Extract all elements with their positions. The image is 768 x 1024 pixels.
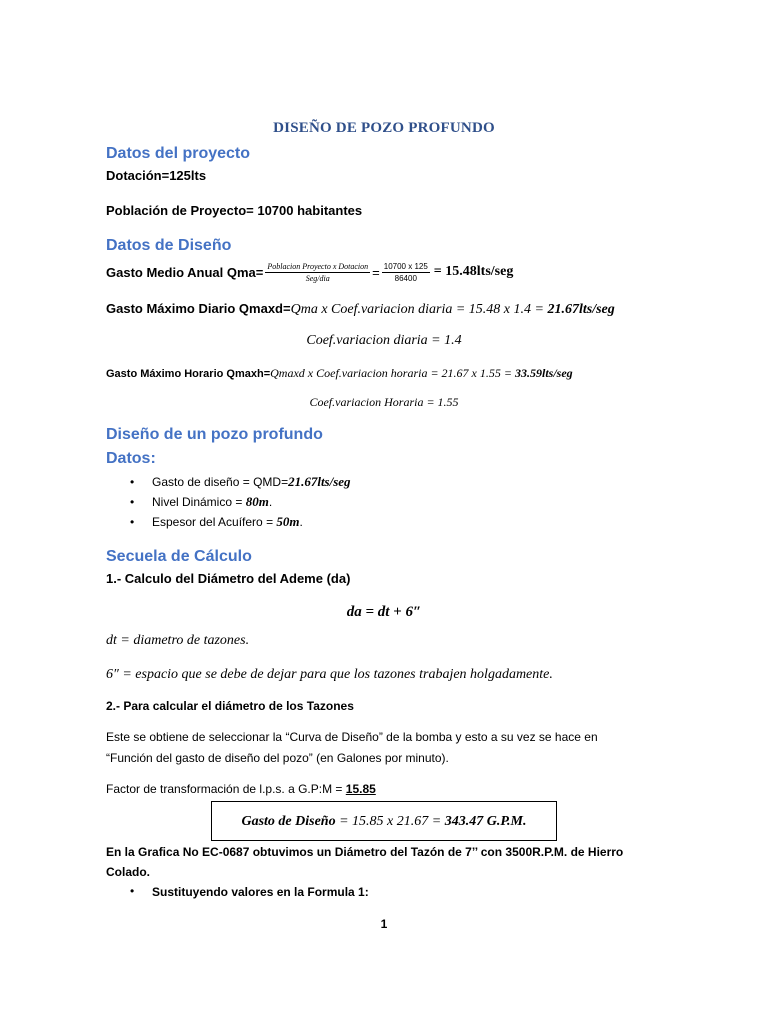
- bullet-dots: [130, 472, 134, 532]
- paragraph-line-2: “Función del gasto de diseño del pozo” (en Galones por minuto).: [106, 751, 449, 765]
- definition-dt: dt = diametro de tazones.: [106, 633, 250, 648]
- dotacion-text: Dotación=125lts: [106, 168, 207, 183]
- factor-transformacion: [106, 782, 376, 796]
- box-expression: = 15.85 x 21.67 =: [335, 814, 445, 829]
- heading-datos-proyecto: Datos del proyecto: [106, 145, 251, 162]
- grafica-line-1: En la Grafica No EC-0687 obtuvimos un Diámetro del Tazón de 7’’ con 3500R.P.M. de Hierro: [106, 845, 624, 859]
- bullet-gasto-label: Gasto de diseño = QMD=: [152, 475, 289, 489]
- qma-fraction-1: [265, 262, 370, 283]
- factor-value: 15.85: [345, 782, 376, 796]
- heading-diseno-pozo: Diseño de un pozo profundo: [106, 426, 323, 443]
- qmaxd-label: Gasto Máximo Diario Qmaxd=: [106, 301, 291, 316]
- qma-formula: [106, 257, 513, 287]
- formula-da: da = dt + 6″: [346, 604, 422, 620]
- grafica-line-2: Colado.: [106, 865, 150, 879]
- coef-diaria-formula: Coef.variacion diaria = 1.4: [306, 333, 462, 348]
- bullet-nivel-label: Nivel Dinámico =: [152, 495, 246, 509]
- qma-fraction-2: [382, 262, 430, 283]
- heading-secuela: Secuela de Cálculo: [106, 548, 252, 565]
- bullet-dot-icon: •: [130, 884, 135, 898]
- gasto-diseno-formula: [211, 812, 557, 830]
- factor-label: Factor de transformación de l.p.s. a G.P:M =: [106, 782, 346, 796]
- qma-equals: =: [372, 264, 380, 280]
- page-title: DISEÑO DE POZO PROFUNDO: [273, 120, 495, 136]
- bullet-dot-icon: •: [130, 495, 135, 509]
- poblacion-text: Población de Proyecto= 10700 habitantes: [106, 203, 363, 218]
- bullet-espesor-acuifero: [152, 514, 303, 530]
- bullet-gasto-diseno: [152, 474, 351, 490]
- qma-label: Gasto Medio Anual Qma=: [106, 264, 264, 280]
- bullet-espesor-label: Espesor del Acuífero =: [152, 515, 277, 529]
- heading-datos-diseno: Datos de Diseño: [106, 237, 232, 254]
- definition-6-inches: 6″ = espacio que se debe de dejar para que los tazones trabajen holgadamente.: [106, 667, 553, 682]
- page-number: 1: [380, 917, 388, 931]
- coef-horaria-formula: Coef.variacion Horaria = 1.55: [309, 395, 459, 409]
- paragraph-line-1: Este se obtiene de seleccionar la “Curva de Diseño” de la bomba y esto a su vez se hace en: [106, 730, 598, 744]
- bullet-dot-icon: •: [130, 475, 135, 489]
- qmaxh-result: 33.59lts/seg: [514, 366, 573, 380]
- bullet-nivel-dinamico: [152, 494, 272, 510]
- qma-fraction-1-denominator: Seg/dia: [305, 273, 330, 283]
- qmaxh-formula: [106, 364, 573, 382]
- step-2-text: 2.- Para calcular el diámetro de los Tazones: [106, 699, 354, 713]
- sustituyendo-text: Sustituyendo valores en la Formula 1:: [152, 885, 369, 899]
- bullet-espesor-value: 50m: [276, 514, 300, 529]
- qmaxh-expression: Qmaxd x Coef.variacion horaria = 21.67 x 1.55 =: [270, 366, 515, 380]
- qma-fraction-1-numerator: Poblacion Proyecto x Dotacion: [267, 261, 369, 271]
- qmaxh-label: Gasto Máximo Horario Qmaxh=: [106, 368, 271, 380]
- box-result: 343.47 G.P.M.: [444, 814, 527, 829]
- bullet-nivel-suffix: .: [268, 495, 273, 509]
- heading-datos: Datos:: [106, 450, 156, 467]
- qmaxd-formula: [106, 300, 615, 318]
- bullet-espesor-suffix: .: [299, 515, 303, 529]
- qmaxd-result: 21.67lts/seg: [547, 302, 615, 317]
- qma-fraction-2-denominator: 86400: [394, 273, 417, 283]
- step-1-text: 1.- Calculo del Diámetro del Ademe (da): [106, 571, 351, 586]
- qma-result: = 15.48lts/seg: [433, 264, 514, 279]
- qmaxd-expression: Qma x Coef.variacion diaria = 15.48 x 1.4 =: [290, 302, 548, 317]
- bullet-gasto-value: 21.67lts/seg: [288, 474, 351, 489]
- box-label: Gasto de Diseño: [241, 814, 336, 829]
- qma-fraction-2-numerator: 10700 x 125: [383, 261, 428, 271]
- bullet-nivel-value: 80m: [245, 494, 269, 509]
- bullet-dot-icon: •: [130, 515, 135, 529]
